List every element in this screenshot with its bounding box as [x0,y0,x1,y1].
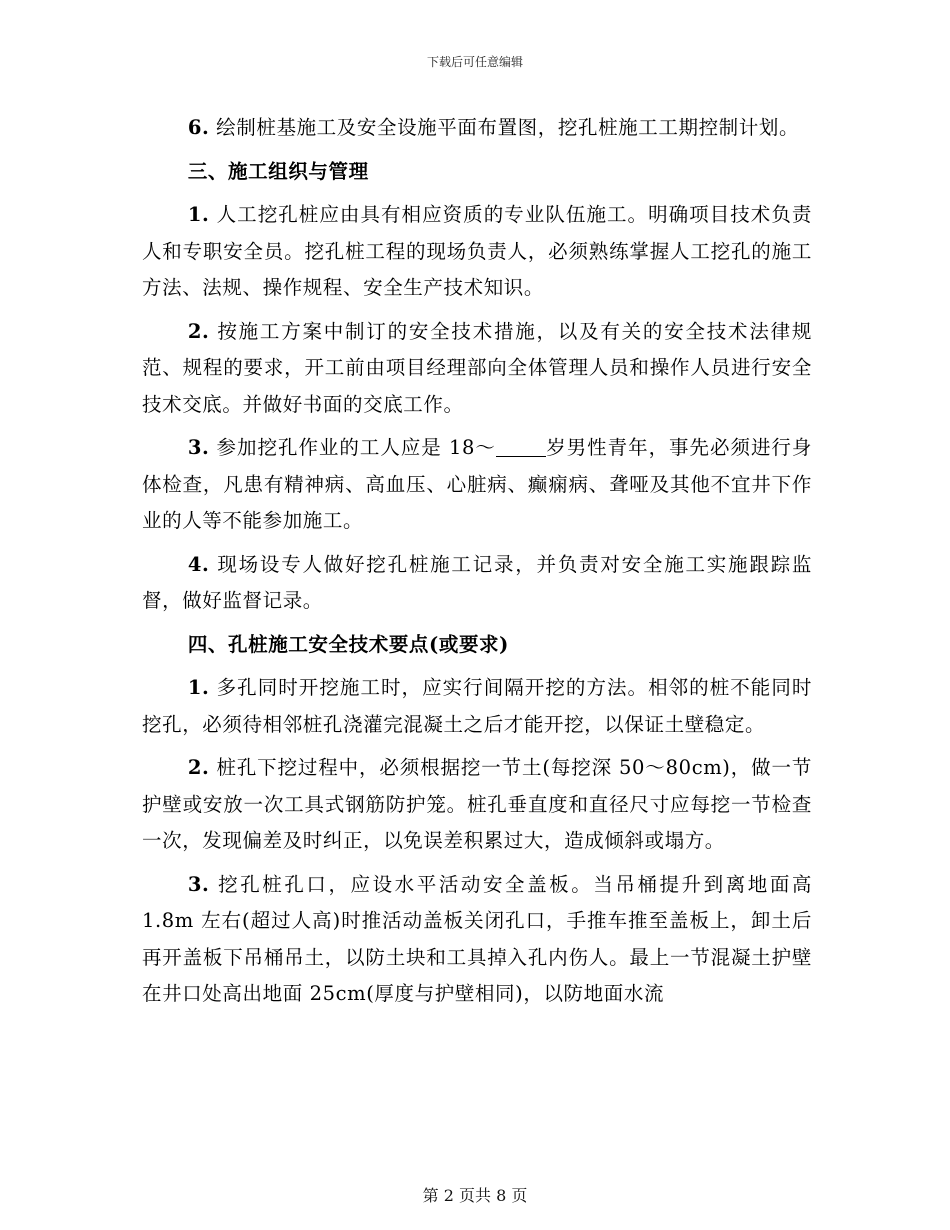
item-number: 2. [187,319,210,343]
item-text-a: 参加挖孔作业的工人应是 18～ [209,436,496,459]
page-footer: 第 2 页共 8 页 [422,1186,528,1205]
paragraph-4-2 [142,750,812,860]
item-text: 现场设专人做好挖孔桩施工记录，并负责对安全施工实施跟踪监督，做好监督记录。 [142,552,812,612]
item-number: 3. [187,872,210,896]
item-text: 挖孔桩孔口，应设水平活动安全盖板。当吊桶提升到离地面高 1.8m 左右(超过人高)时推活动盖板关闭孔口，手推车推至盖板上，卸土后再开盖板下吊桶吊土，以防土块和工具掉入孔内伤人。最上一节混凝土护壁在井口处高出地面 25cm(厚度与护壁相同)，以防地面水流 [142,872,812,1005]
item-number: 6. [187,116,210,139]
paragraph-3-4 [142,547,812,620]
item-text: 桩孔下挖过程中，必须根据挖一节土(每挖深 50～80cm)，做一节护壁或安放一次工具式钢筋防护笼。桩孔垂直度和直径尺寸应每挖一节检查一次，发现偏差及时纠正，以免误差积累过大，造成倾斜或塌方。 [142,756,812,852]
item-number: 3. [187,436,210,459]
document-body [142,110,812,1013]
item-text: 按施工方案中制订的安全技术措施，以及有关的安全技术法律规范、规程的要求，开工前由项目经理部向全体管理人员和操作人员进行安全技术交底。并做好书面的交底工作。 [142,319,812,416]
item-number: 2. [187,756,210,779]
item-text: 人工挖孔桩应由具有相应资质的专业队伍施工。明确项目技术负责人和专职安全员。挖孔桩工程的现场负责人，必须熟练掌握人工挖孔的施工方法、法规、操作规程、安全生产技术知识。 [142,203,812,299]
paragraph-item-6 [142,110,812,147]
item-text: 绘制桩基施工及安全设施平面布置图，挖孔桩施工工期控制计划。 [209,116,800,139]
paragraph-3-2 [142,314,812,424]
fill-in-blank [496,437,546,458]
page-header: 下载后可任意编辑 [426,55,523,69]
item-number: 4. [187,552,210,576]
item-text: 多孔同时开挖施工时，应实行间隔开挖的方法。相邻的桩不能同时挖孔，必须待相邻桩孔浇灌完混凝土之后才能开挖，以保证土壁稳定。 [142,676,812,736]
section-heading-3: 三、施工组织与管理 [187,159,369,183]
paragraph-3-3 [142,430,812,540]
item-number: 1. [187,203,210,226]
paragraph-4-3 [142,867,812,1013]
item-text-b: 岁男性青年，事先必须进行身体检查，凡患有精神病、高血压、心脏病、癫痫病、聋哑及其他不宜井下作业的人等不能参加施工。 [142,436,812,532]
paragraph-3-1 [142,197,812,307]
paragraph-4-1 [142,670,812,743]
item-number: 1. [187,676,210,699]
section-heading-4: 四、孔桩施工安全技术要点(或要求) [187,632,509,656]
